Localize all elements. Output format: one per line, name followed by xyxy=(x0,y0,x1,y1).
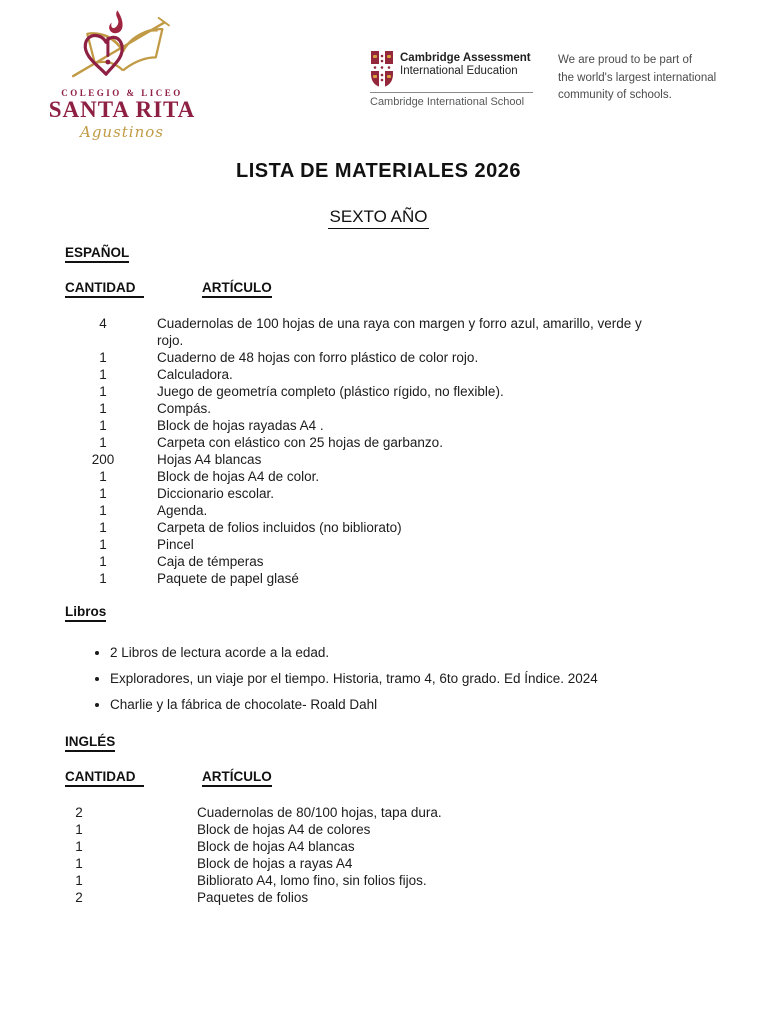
item-description: Cuadernolas de 80/100 hojas, tapa dura. xyxy=(197,805,442,820)
item-quantity: 1 xyxy=(75,822,83,837)
tagline-line-1: We are proud to be part of xyxy=(558,54,693,66)
cambridge-wordmark xyxy=(400,50,531,78)
table-row xyxy=(65,519,705,536)
item-description: Juego de geometría completo (plástico rígido, no flexible). xyxy=(157,384,504,399)
table-row xyxy=(65,417,705,434)
articulo-header: ARTÍCULO xyxy=(202,280,272,298)
item-description: Paquetes de folios xyxy=(197,890,309,905)
table-row xyxy=(65,838,705,855)
school-subtitle: Agustinos xyxy=(79,123,164,141)
list-item: • Charlie y la fábrica de chocolate- Roald Dahl xyxy=(110,696,705,713)
item-quantity: 1 xyxy=(99,554,107,569)
ingles-column-headers xyxy=(65,769,705,787)
item-quantity: 1 xyxy=(75,839,83,854)
item-description: Cuadernolas de 100 hojas de una raya con margen y forro azul, amarillo, verde y rojo. xyxy=(157,316,642,348)
item-description: Carpeta con elástico con 25 hojas de garbanzo. xyxy=(157,435,443,450)
table-row xyxy=(65,468,705,485)
libros-list xyxy=(65,644,705,713)
table-row xyxy=(65,383,705,400)
item-quantity: 1 xyxy=(99,571,107,586)
cantidad-header: CANTIDAD xyxy=(65,769,144,787)
item-description: Hojas A4 blancas xyxy=(157,452,262,467)
table-row xyxy=(65,855,705,872)
section-libros xyxy=(65,603,705,722)
ingles-items xyxy=(65,804,705,906)
item-description: Diccionario escolar. xyxy=(157,486,275,501)
item-description: Caja de témperas xyxy=(157,554,264,569)
item-quantity: 1 xyxy=(99,469,107,484)
tagline-line-2: the world's largest international xyxy=(558,71,717,84)
item-quantity: 1 xyxy=(99,435,107,450)
table-row xyxy=(65,502,705,519)
table-row xyxy=(65,400,705,417)
espanol-column-headers xyxy=(65,280,705,298)
item-quantity: 1 xyxy=(75,873,83,888)
item-quantity: 1 xyxy=(99,503,107,518)
table-row xyxy=(65,889,705,906)
item-description: Cuaderno de 48 hojas con forro plástico de color rojo. xyxy=(157,350,479,365)
section-ingles xyxy=(65,733,705,906)
school-crest-icon xyxy=(61,8,183,86)
list-item: • Exploradores, un viaje por el tiempo. Historia, tramo 4, 6to grado. Ed Índice. 2024 xyxy=(110,670,705,687)
ingles-heading: INGLÉS xyxy=(65,734,115,752)
cambridge-divider xyxy=(370,92,533,93)
table-row xyxy=(65,349,705,366)
table-row xyxy=(65,315,705,349)
cambridge-line1: Cambridge Assessment xyxy=(400,52,531,64)
item-quantity: 1 xyxy=(99,537,107,552)
table-row xyxy=(65,872,705,889)
item-description: Block de hojas rayadas A4 . xyxy=(157,418,324,433)
cambridge-logo-top xyxy=(370,50,533,88)
espanol-heading: ESPAÑOL xyxy=(65,245,129,263)
cambridge-school-label: Cambridge International School xyxy=(370,96,525,108)
item-quantity: 1 xyxy=(99,350,107,365)
school-logo xyxy=(42,8,202,141)
item-quantity: 1 xyxy=(99,401,107,416)
document-title: LISTA DE MATERIALES 2026 xyxy=(235,160,521,182)
item-description: Compás. xyxy=(157,401,212,416)
tagline-line-3: community of schools. xyxy=(558,89,672,101)
section-espanol xyxy=(65,244,705,587)
item-quantity: 200 xyxy=(91,452,115,467)
table-row xyxy=(65,366,705,383)
cambridge-line2: International Education xyxy=(400,65,518,77)
item-description: Carpeta de folios incluidos (no bibliorato) xyxy=(157,520,402,535)
item-description: Calculadora. xyxy=(157,367,233,382)
item-quantity: 2 xyxy=(75,805,83,820)
item-quantity: 2 xyxy=(75,890,83,905)
table-row xyxy=(65,553,705,570)
grade-subtitle xyxy=(0,207,757,229)
item-description: Block de hojas A4 de color. xyxy=(157,469,320,484)
table-row xyxy=(65,451,705,468)
cantidad-header: CANTIDAD xyxy=(65,280,144,298)
table-row xyxy=(65,485,705,502)
table-row xyxy=(65,536,705,553)
table-row xyxy=(65,821,705,838)
list-item: • 2 Libros de lectura acorde a la edad. xyxy=(110,644,705,661)
item-quantity: 1 xyxy=(99,367,107,382)
item-quantity: 1 xyxy=(99,384,107,399)
libros-heading: Libros xyxy=(65,604,106,622)
item-quantity: 4 xyxy=(99,316,107,331)
table-row xyxy=(65,804,705,821)
item-quantity: 1 xyxy=(99,520,107,535)
articulo-header: ARTÍCULO xyxy=(202,769,272,787)
school-type-label: COLEGIO & LICEO xyxy=(61,88,183,98)
item-quantity: 1 xyxy=(99,486,107,501)
table-row xyxy=(65,434,705,451)
school-name: SANTA RITA xyxy=(48,97,196,122)
cambridge-shield-icon xyxy=(370,50,394,88)
grade-subtitle-text: SEXTO AÑO xyxy=(328,207,430,229)
cambridge-tagline xyxy=(558,52,733,105)
item-description: Bibliorato A4, lomo fino, sin folios fijos. xyxy=(197,873,427,888)
item-description: Block de hojas A4 de colores xyxy=(197,822,371,837)
espanol-items xyxy=(65,315,705,587)
item-quantity: 1 xyxy=(99,418,107,433)
cambridge-logo-block xyxy=(370,50,533,108)
item-description: Agenda. xyxy=(157,503,208,518)
item-description: Paquete de papel glasé xyxy=(157,571,299,586)
table-row xyxy=(65,570,705,587)
item-quantity: 1 xyxy=(75,856,83,871)
item-description: Pincel xyxy=(157,537,194,552)
item-description: Block de hojas A4 blancas xyxy=(197,839,355,854)
item-description: Block de hojas a rayas A4 xyxy=(197,856,353,871)
